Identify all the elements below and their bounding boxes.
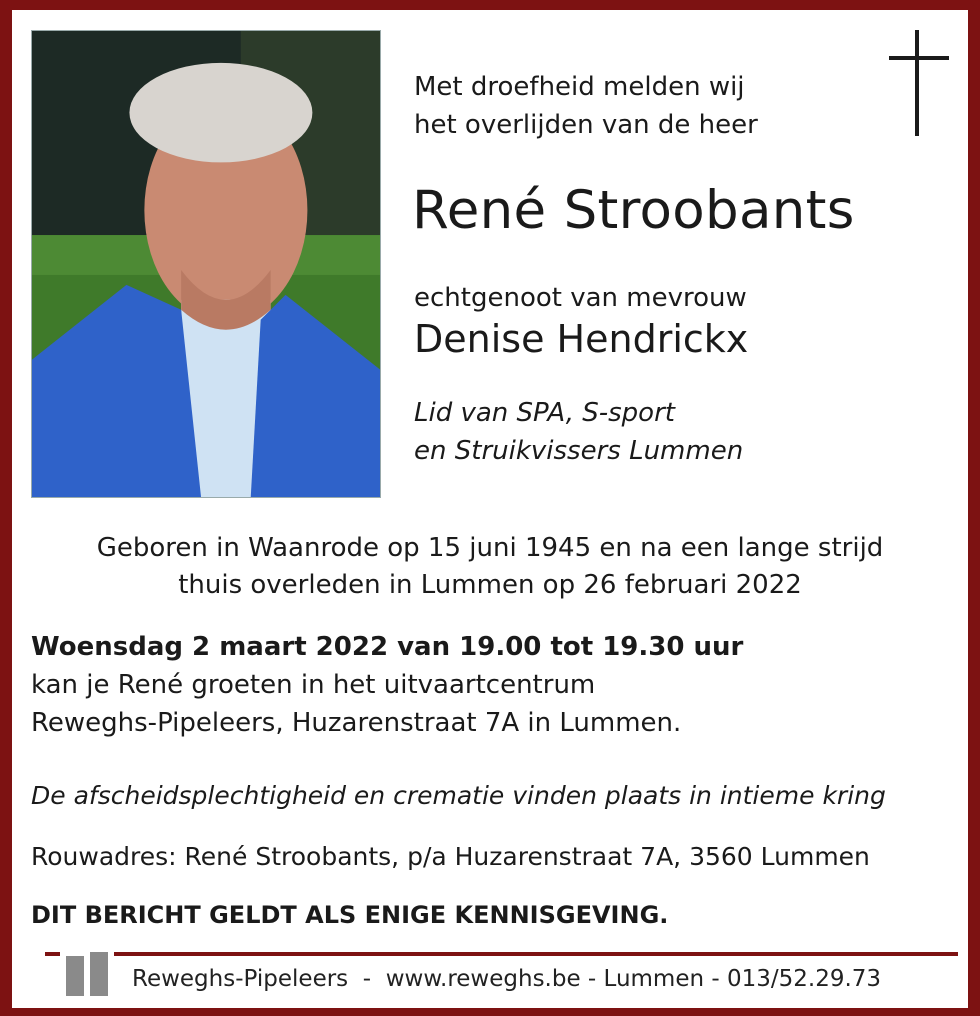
visitation-line: Reweghs-Pipeleers, Huzarenstraat 7A in Lummen.	[31, 708, 682, 738]
notice-statement: DIT BERICHT GELDT ALS ENIGE KENNISGEVING.	[31, 901, 669, 929]
visitation-datetime: Woensdag 2 maart 2022 van 19.00 tot 19.30 uur	[31, 632, 744, 662]
visitation-line: kan je René groeten in het uitvaartcentrum	[31, 670, 596, 700]
born-line: Geboren in Waanrode op 15 juni 1945 en na een lange strijd	[96, 533, 884, 563]
membership-line: en Struikvissers Lummen	[414, 436, 744, 466]
deceased-name: René Stroobants	[412, 180, 855, 241]
footer-divider	[45, 952, 958, 956]
spouse-intro: echtgenoot van mevrouw	[414, 283, 747, 313]
membership	[414, 394, 743, 470]
intro-line: het overlijden van de heer	[414, 110, 758, 140]
announcement-intro	[414, 68, 758, 144]
cross-icon	[889, 30, 951, 138]
spouse-name: Denise Hendrickx	[414, 317, 749, 361]
membership-line: Lid van SPA, S-sport	[414, 398, 675, 428]
funeral-home-logo	[60, 948, 114, 998]
intro-line: Met droefheid melden wij	[414, 72, 745, 102]
ceremony-note: De afscheidsplechtigheid en crematie vinden plaats in intieme kring	[31, 781, 886, 810]
birth-death-info	[12, 530, 968, 604]
born-line: thuis overleden in Lummen op 26 februari 2022	[178, 570, 802, 600]
footer-contact: Reweghs-Pipeleers - www.reweghs.be - Lummen - 013/52.29.73	[132, 966, 882, 992]
visitation-info	[31, 628, 743, 742]
mourning-address: Rouwadres: René Stroobants, p/a Huzarenstraat 7A, 3560 Lummen	[31, 842, 870, 871]
portrait-photo	[31, 30, 381, 498]
